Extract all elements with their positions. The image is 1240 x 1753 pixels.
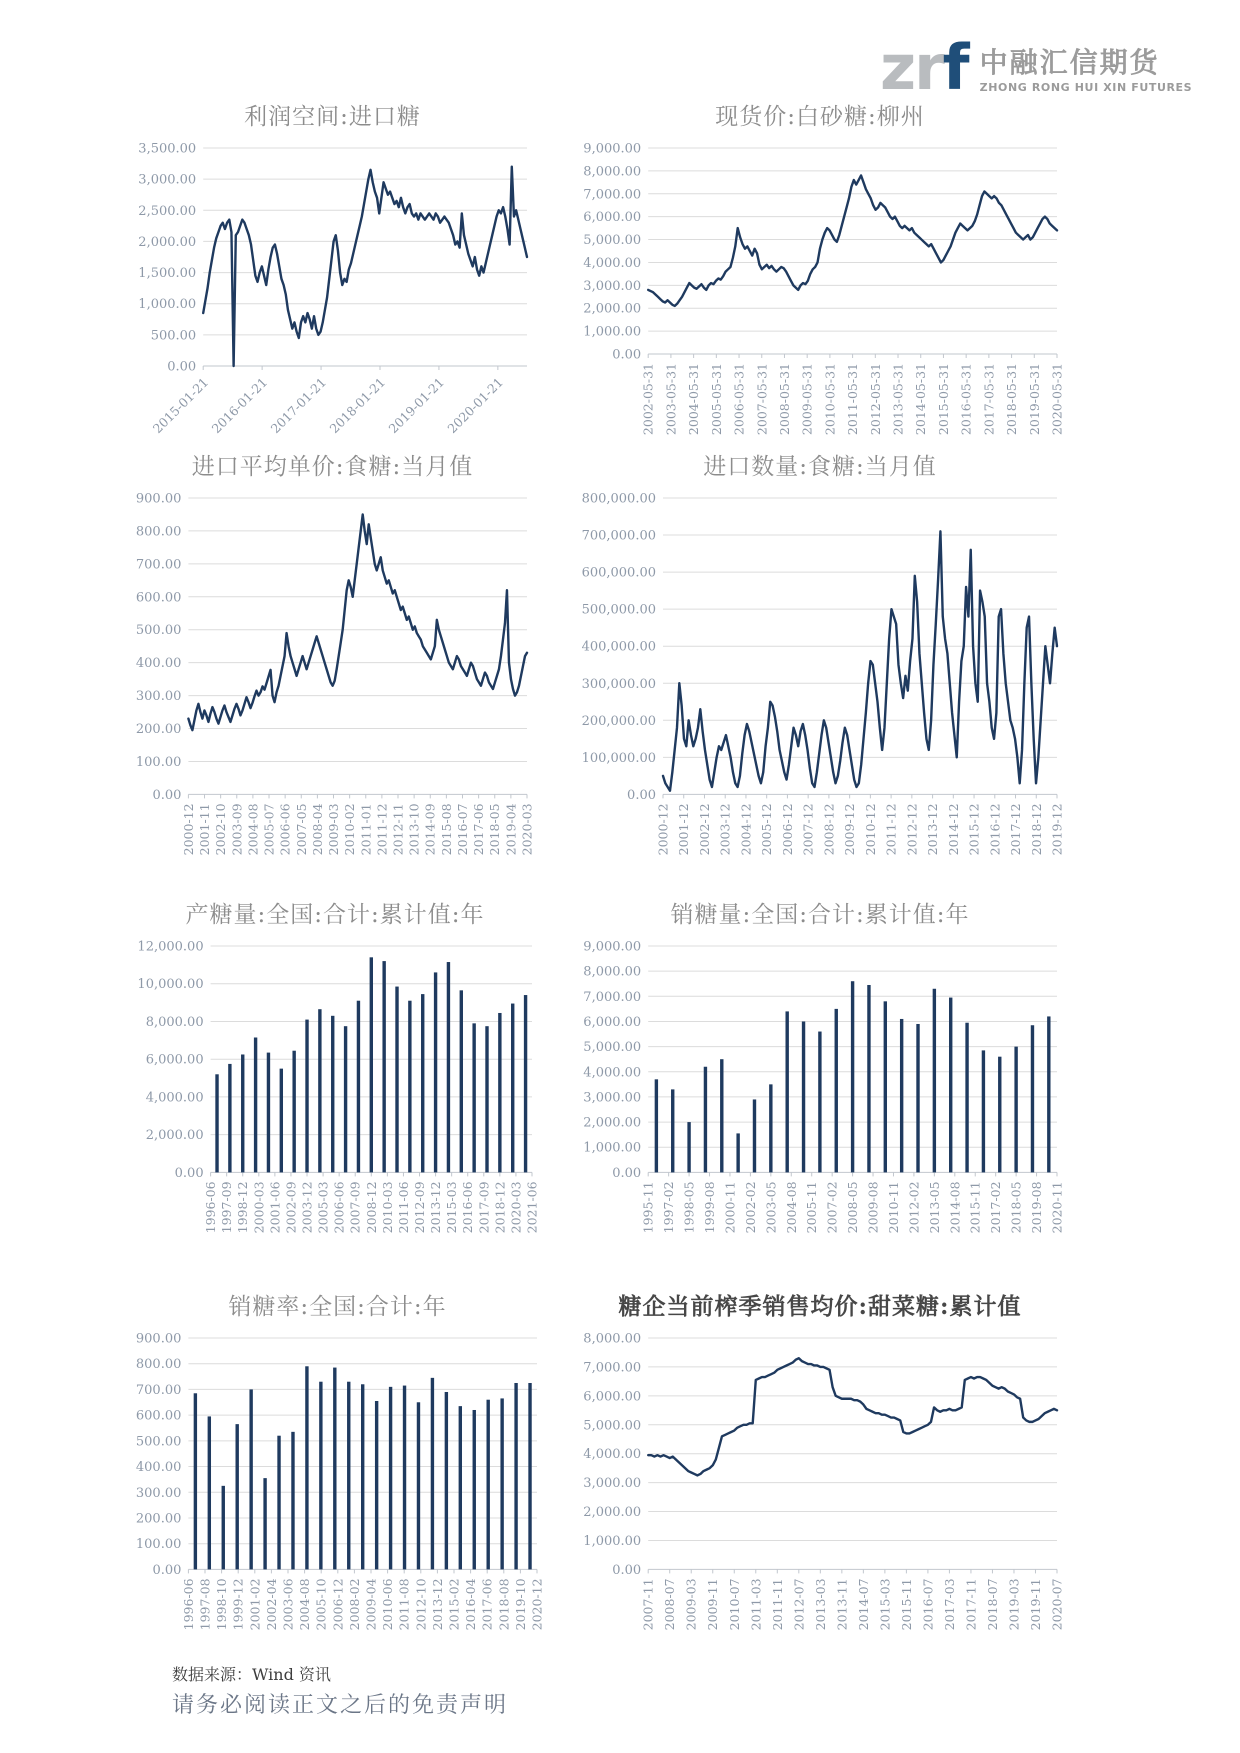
- svg-text:5,000.00: 5,000.00: [583, 1418, 642, 1434]
- svg-text:2015-11: 2015-11: [967, 1181, 983, 1234]
- svg-text:2015-01-21: 2015-01-21: [149, 374, 212, 437]
- svg-text:8,000.00: 8,000.00: [145, 1014, 204, 1030]
- svg-text:2013-05: 2013-05: [926, 1181, 942, 1234]
- svg-text:800.00: 800.00: [135, 1357, 182, 1373]
- disclaimer-note: 请务必阅读正文之后的免责声明: [172, 1693, 509, 1718]
- svg-text:2002-12: 2002-12: [696, 803, 712, 856]
- svg-text:8,000.00: 8,000.00: [583, 1331, 642, 1347]
- svg-text:2019-04: 2019-04: [503, 803, 519, 856]
- svg-text:2013-05-31: 2013-05-31: [890, 363, 906, 436]
- svg-text:800.00: 800.00: [135, 524, 182, 540]
- svg-text:0.00: 0.00: [174, 1165, 204, 1181]
- svg-text:2017-06: 2017-06: [471, 803, 487, 856]
- svg-text:2014-08: 2014-08: [947, 1181, 963, 1234]
- svg-text:2015-11: 2015-11: [898, 1578, 914, 1631]
- svg-text:2014-12: 2014-12: [945, 803, 961, 856]
- svg-text:12,000.00: 12,000.00: [137, 939, 204, 955]
- chart-beet-sugar-avg-price: [575, 1290, 1065, 1645]
- svg-text:2015-12: 2015-12: [966, 803, 982, 856]
- svg-text:7,000.00: 7,000.00: [583, 1360, 642, 1376]
- svg-text:2017-03: 2017-03: [941, 1578, 957, 1631]
- svg-text:2006-12: 2006-12: [330, 1578, 346, 1631]
- chart-title: 现货价:白砂糖:柳州: [715, 104, 925, 130]
- svg-text:300.00: 300.00: [135, 689, 182, 705]
- svg-text:2013-10: 2013-10: [406, 803, 422, 856]
- chart-title: 糖企当前榨季销售均价:甜菜糖:累计值: [618, 1293, 1022, 1320]
- svg-text:2020-01-21: 2020-01-21: [444, 374, 506, 437]
- svg-text:2019-03: 2019-03: [1006, 1578, 1022, 1631]
- chart-title: 销糖率:全国:合计:年: [228, 1294, 447, 1320]
- svg-text:200,000.00: 200,000.00: [581, 713, 656, 729]
- svg-text:2007-05-31: 2007-05-31: [754, 363, 770, 436]
- chart-title: 进口平均单价:食糖:当月值: [191, 454, 474, 480]
- svg-text:0.00: 0.00: [152, 1562, 182, 1578]
- svg-text:2012-10: 2012-10: [413, 1578, 429, 1631]
- svg-text:4,000.00: 4,000.00: [583, 1065, 642, 1081]
- svg-text:1,000.00: 1,000.00: [138, 297, 197, 313]
- svg-text:1998-10: 1998-10: [214, 1578, 230, 1631]
- svg-text:2005-10: 2005-10: [313, 1578, 329, 1631]
- svg-text:2001-11: 2001-11: [197, 803, 213, 856]
- svg-text:1998-05: 1998-05: [681, 1181, 697, 1234]
- svg-text:2019-12: 2019-12: [1049, 803, 1065, 856]
- svg-text:2007-12: 2007-12: [800, 803, 816, 856]
- svg-text:2005-05-31: 2005-05-31: [708, 363, 724, 436]
- svg-text:2017-12: 2017-12: [1008, 803, 1024, 856]
- svg-text:2003-09: 2003-09: [229, 803, 245, 856]
- svg-text:1995-11: 1995-11: [640, 1181, 656, 1234]
- svg-text:9,000.00: 9,000.00: [583, 939, 642, 955]
- svg-text:300.00: 300.00: [135, 1485, 182, 1501]
- chart-plot-import-avg-price: [130, 488, 535, 858]
- svg-text:2004-08: 2004-08: [245, 803, 261, 856]
- svg-text:2008-05-31: 2008-05-31: [776, 363, 792, 436]
- svg-text:2000-12: 2000-12: [180, 803, 196, 856]
- svg-text:2005-11: 2005-11: [804, 1181, 820, 1234]
- svg-text:2018-07: 2018-07: [984, 1578, 1000, 1631]
- svg-text:7,000.00: 7,000.00: [583, 187, 642, 203]
- chart-plot-sugar-production: [130, 936, 540, 1236]
- svg-text:2013-03: 2013-03: [812, 1578, 828, 1631]
- svg-text:2002-02: 2002-02: [742, 1181, 758, 1234]
- svg-text:2020-07: 2020-07: [1049, 1578, 1065, 1631]
- svg-text:400,000.00: 400,000.00: [581, 639, 656, 655]
- svg-text:2,000.00: 2,000.00: [138, 234, 197, 250]
- chart-plot-sugar-sales-rate: [130, 1328, 545, 1633]
- svg-text:7,000.00: 7,000.00: [583, 989, 642, 1005]
- svg-text:0.00: 0.00: [612, 1562, 642, 1578]
- svg-text:2010-11: 2010-11: [885, 1181, 901, 1234]
- svg-text:1996-06: 1996-06: [180, 1578, 196, 1631]
- chart-title: 产糖量:全国:合计:累计值:年: [185, 902, 485, 928]
- svg-text:2021-06: 2021-06: [524, 1181, 540, 1234]
- svg-text:0.00: 0.00: [152, 787, 182, 803]
- svg-text:2009-05-31: 2009-05-31: [799, 363, 815, 436]
- svg-text:2018-05: 2018-05: [487, 803, 503, 856]
- svg-text:6,000.00: 6,000.00: [583, 210, 642, 226]
- svg-text:2004-12: 2004-12: [738, 803, 754, 856]
- svg-text:2018-12: 2018-12: [1028, 803, 1044, 856]
- chart-spot-price-white-sugar-liuzhou: [575, 100, 1065, 445]
- svg-text:4,000.00: 4,000.00: [583, 1447, 642, 1463]
- svg-text:5,000.00: 5,000.00: [583, 1040, 642, 1056]
- svg-text:2010-12: 2010-12: [862, 803, 878, 856]
- chart-import-avg-unit-price: [130, 450, 535, 865]
- svg-text:2011-01: 2011-01: [358, 803, 374, 856]
- svg-text:500,000.00: 500,000.00: [581, 602, 656, 618]
- svg-text:2017-06: 2017-06: [479, 1578, 495, 1631]
- svg-text:8,000.00: 8,000.00: [583, 164, 642, 180]
- svg-text:1999-12: 1999-12: [230, 1578, 246, 1631]
- svg-text:300,000.00: 300,000.00: [581, 676, 656, 692]
- svg-text:2002-10: 2002-10: [213, 803, 229, 856]
- svg-text:0.00: 0.00: [167, 359, 197, 375]
- svg-text:700.00: 700.00: [135, 557, 182, 573]
- svg-text:1,000.00: 1,000.00: [583, 1140, 642, 1156]
- svg-text:2008-07: 2008-07: [662, 1578, 678, 1631]
- svg-text:2003-12: 2003-12: [299, 1181, 315, 1234]
- svg-text:2016-07: 2016-07: [455, 803, 471, 856]
- svg-text:2020-05-31: 2020-05-31: [1049, 363, 1065, 436]
- svg-text:4,000.00: 4,000.00: [583, 255, 642, 271]
- svg-text:2017-09: 2017-09: [476, 1181, 492, 1234]
- svg-text:2,000.00: 2,000.00: [583, 1505, 642, 1521]
- svg-text:3,500.00: 3,500.00: [138, 141, 197, 157]
- svg-text:800,000.00: 800,000.00: [581, 491, 656, 507]
- chart-plot-spot-price: [575, 138, 1065, 438]
- svg-text:2011-12: 2011-12: [883, 803, 899, 856]
- svg-text:1996-06: 1996-06: [203, 1181, 219, 1234]
- chart-title: 利润空间:进口糖: [244, 104, 421, 130]
- svg-text:2012-07: 2012-07: [791, 1578, 807, 1631]
- svg-text:2016-12: 2016-12: [987, 803, 1003, 856]
- svg-text:2018-08: 2018-08: [496, 1578, 512, 1631]
- svg-text:2012-09: 2012-09: [412, 1181, 428, 1234]
- svg-text:2012-11: 2012-11: [390, 803, 406, 856]
- svg-text:2017-01-21: 2017-01-21: [267, 374, 330, 437]
- svg-text:2010-06: 2010-06: [380, 1578, 396, 1631]
- chart-title: 进口数量:食糖:当月值: [703, 454, 937, 480]
- svg-text:2019-11: 2019-11: [1027, 1578, 1043, 1631]
- company-logo: [880, 18, 1193, 105]
- svg-text:600,000.00: 600,000.00: [581, 565, 656, 581]
- svg-text:2004-05-31: 2004-05-31: [686, 363, 702, 436]
- svg-text:8,000.00: 8,000.00: [583, 964, 642, 980]
- svg-text:2009-03: 2009-03: [326, 803, 342, 856]
- svg-text:2009-04: 2009-04: [363, 1578, 379, 1631]
- svg-text:2003-05-31: 2003-05-31: [663, 363, 679, 436]
- svg-text:10,000.00: 10,000.00: [137, 977, 204, 993]
- svg-text:2000-03: 2000-03: [251, 1181, 267, 1234]
- svg-text:3,000.00: 3,000.00: [583, 278, 642, 294]
- data-source-note: 数据来源：Wind 资讯: [172, 1665, 331, 1684]
- svg-text:2002-04: 2002-04: [263, 1578, 279, 1631]
- svg-text:2004-08: 2004-08: [297, 1578, 313, 1631]
- svg-text:2014-05-31: 2014-05-31: [913, 363, 929, 436]
- svg-text:1997-02: 1997-02: [661, 1181, 677, 1234]
- svg-text:900.00: 900.00: [135, 491, 182, 507]
- svg-text:2010-07: 2010-07: [726, 1578, 742, 1631]
- svg-text:2018-05: 2018-05: [1008, 1181, 1024, 1234]
- svg-text:2008-12: 2008-12: [821, 803, 837, 856]
- svg-text:2011-03: 2011-03: [748, 1578, 764, 1631]
- svg-text:2004-08: 2004-08: [783, 1181, 799, 1234]
- chart-plot-import-quantity: [575, 488, 1065, 858]
- svg-text:2008-12: 2008-12: [363, 1181, 379, 1234]
- svg-text:2000-12: 2000-12: [655, 803, 671, 856]
- svg-text:2013-12: 2013-12: [428, 1181, 444, 1234]
- svg-text:2015-03: 2015-03: [877, 1578, 893, 1631]
- svg-text:2010-02: 2010-02: [342, 803, 358, 856]
- svg-text:1997-08: 1997-08: [197, 1578, 213, 1631]
- svg-text:100.00: 100.00: [135, 1537, 182, 1553]
- svg-text:9,000.00: 9,000.00: [583, 141, 642, 157]
- svg-text:2020-03: 2020-03: [519, 803, 535, 856]
- svg-text:2001-06: 2001-06: [267, 1181, 283, 1234]
- svg-text:400.00: 400.00: [135, 656, 182, 672]
- svg-text:2012-12: 2012-12: [904, 803, 920, 856]
- svg-text:1997-09: 1997-09: [219, 1181, 235, 1234]
- svg-text:2003-05: 2003-05: [763, 1181, 779, 1234]
- svg-text:2020-03: 2020-03: [508, 1181, 524, 1234]
- chart-plot-beet-sugar-avg-price: [575, 1328, 1065, 1633]
- svg-text:100.00: 100.00: [135, 754, 182, 770]
- logo-en-name: ZHONG RONG HUI XIN FUTURES: [979, 81, 1193, 94]
- svg-text:2,000.00: 2,000.00: [145, 1128, 204, 1144]
- svg-text:2007-11: 2007-11: [640, 1578, 656, 1631]
- chart-profit-imported-sugar: [130, 100, 535, 445]
- svg-text:2007-02: 2007-02: [824, 1181, 840, 1234]
- svg-text:2019-05-31: 2019-05-31: [1026, 363, 1042, 436]
- svg-text:2007-09: 2007-09: [347, 1181, 363, 1234]
- chart-plot-profit-imported-sugar: [130, 138, 535, 438]
- svg-text:500.00: 500.00: [135, 1434, 182, 1450]
- svg-text:2003-12: 2003-12: [717, 803, 733, 856]
- svg-text:2002-05-31: 2002-05-31: [640, 363, 656, 436]
- svg-text:600.00: 600.00: [135, 1408, 182, 1424]
- svg-text:2016-01-21: 2016-01-21: [208, 374, 271, 437]
- svg-text:2009-08: 2009-08: [865, 1181, 881, 1234]
- svg-text:2013-12: 2013-12: [429, 1578, 445, 1631]
- svg-text:200.00: 200.00: [135, 722, 182, 738]
- logo-zrf-mark: [880, 31, 968, 105]
- svg-text:2012-02: 2012-02: [906, 1181, 922, 1234]
- svg-text:2006-06: 2006-06: [277, 803, 293, 856]
- svg-text:2015-02: 2015-02: [446, 1578, 462, 1631]
- svg-text:2018-12: 2018-12: [492, 1181, 508, 1234]
- svg-text:2011-11: 2011-11: [769, 1578, 785, 1631]
- svg-text:2003-06: 2003-06: [280, 1578, 296, 1631]
- svg-text:2013-11: 2013-11: [834, 1578, 850, 1631]
- svg-text:2002-09: 2002-09: [283, 1181, 299, 1234]
- svg-text:2011-12: 2011-12: [374, 803, 390, 856]
- chart-sugar-sales-rate: [130, 1290, 545, 1645]
- svg-text:2016-05-31: 2016-05-31: [958, 363, 974, 436]
- svg-text:500.00: 500.00: [150, 328, 197, 344]
- svg-text:2016-04: 2016-04: [463, 1578, 479, 1631]
- svg-text:2006-06: 2006-06: [331, 1181, 347, 1234]
- svg-text:2008-05: 2008-05: [845, 1181, 861, 1234]
- svg-text:2009-03: 2009-03: [683, 1578, 699, 1631]
- svg-text:6,000.00: 6,000.00: [583, 1014, 642, 1030]
- svg-text:0.00: 0.00: [612, 347, 642, 363]
- svg-text:2001-12: 2001-12: [676, 803, 692, 856]
- svg-text:2008-02: 2008-02: [346, 1578, 362, 1631]
- svg-text:2020-11: 2020-11: [1049, 1181, 1065, 1234]
- svg-text:2,000.00: 2,000.00: [583, 301, 642, 317]
- svg-text:2015-05-31: 2015-05-31: [935, 363, 951, 436]
- svg-text:2008-04: 2008-04: [309, 803, 325, 856]
- svg-text:2010-03: 2010-03: [379, 1181, 395, 1234]
- chart-sugar-sales: [575, 898, 1065, 1248]
- svg-text:3,000.00: 3,000.00: [138, 172, 197, 188]
- svg-text:1999-08: 1999-08: [702, 1181, 718, 1234]
- svg-text:1,000.00: 1,000.00: [583, 1533, 642, 1549]
- svg-text:500.00: 500.00: [135, 623, 182, 639]
- svg-text:2001-02: 2001-02: [247, 1578, 263, 1631]
- svg-text:700,000.00: 700,000.00: [581, 528, 656, 544]
- svg-text:2012-05-31: 2012-05-31: [867, 363, 883, 436]
- svg-text:1998-12: 1998-12: [235, 1181, 251, 1234]
- svg-text:2017-05-31: 2017-05-31: [981, 363, 997, 436]
- svg-text:200.00: 200.00: [135, 1511, 182, 1527]
- svg-text:700.00: 700.00: [135, 1382, 182, 1398]
- svg-text:2018-01-21: 2018-01-21: [326, 374, 389, 437]
- logo-cn-name: 中融汇信期货: [979, 46, 1160, 80]
- svg-text:0.00: 0.00: [612, 1165, 642, 1181]
- svg-text:2017-02: 2017-02: [988, 1181, 1004, 1234]
- svg-text:900.00: 900.00: [135, 1331, 182, 1347]
- svg-text:2019-01-21: 2019-01-21: [385, 374, 448, 437]
- svg-text:2019-08: 2019-08: [1029, 1181, 1045, 1234]
- svg-text:2006-12: 2006-12: [779, 803, 795, 856]
- svg-text:2005-03: 2005-03: [315, 1181, 331, 1234]
- svg-text:6,000.00: 6,000.00: [583, 1389, 642, 1405]
- svg-text:2014-07: 2014-07: [855, 1578, 871, 1631]
- chart-import-quantity: [575, 450, 1065, 865]
- svg-text:1,000.00: 1,000.00: [583, 324, 642, 340]
- svg-text:2020-12: 2020-12: [529, 1578, 545, 1631]
- svg-text:4,000.00: 4,000.00: [145, 1090, 204, 1106]
- svg-text:2013-12: 2013-12: [925, 803, 941, 856]
- svg-text:2015-03: 2015-03: [444, 1181, 460, 1234]
- svg-text:2009-12: 2009-12: [842, 803, 858, 856]
- svg-text:2005-07: 2005-07: [261, 803, 277, 856]
- svg-text:0.00: 0.00: [627, 787, 656, 803]
- svg-text:2018-05-31: 2018-05-31: [1004, 362, 1020, 436]
- svg-text:100,000.00: 100,000.00: [581, 750, 656, 766]
- logo-zr-text: zr: [880, 31, 943, 105]
- svg-text:2015-08: 2015-08: [438, 803, 454, 856]
- svg-text:2,500.00: 2,500.00: [138, 203, 197, 219]
- svg-text:400.00: 400.00: [135, 1460, 182, 1476]
- chart-title: 销糖量:全国:合计:累计值:年: [670, 902, 970, 928]
- logo-names: [980, 48, 1193, 96]
- svg-text:2016-07: 2016-07: [920, 1578, 936, 1631]
- svg-text:5,000.00: 5,000.00: [583, 233, 642, 249]
- svg-text:2014-09: 2014-09: [422, 803, 438, 856]
- chart-sugar-production: [130, 898, 540, 1248]
- svg-text:2007-05: 2007-05: [293, 803, 309, 856]
- svg-text:2011-05-31: 2011-05-31: [845, 363, 861, 436]
- svg-text:600.00: 600.00: [135, 590, 182, 606]
- svg-text:2006-05-31: 2006-05-31: [731, 363, 747, 436]
- svg-text:2010-05-31: 2010-05-31: [822, 363, 838, 436]
- svg-text:2011-08: 2011-08: [396, 1578, 412, 1631]
- svg-text:3,000.00: 3,000.00: [583, 1090, 642, 1106]
- svg-text:2000-11: 2000-11: [722, 1181, 738, 1234]
- svg-text:2,000.00: 2,000.00: [583, 1115, 642, 1131]
- svg-text:6,000.00: 6,000.00: [145, 1052, 204, 1068]
- logo-f-text: f: [942, 31, 968, 105]
- svg-text:2011-06: 2011-06: [395, 1181, 411, 1234]
- svg-text:3,000.00: 3,000.00: [583, 1476, 642, 1492]
- chart-plot-sugar-sales: [575, 936, 1065, 1236]
- svg-text:2005-12: 2005-12: [759, 803, 775, 856]
- svg-text:2019-10: 2019-10: [512, 1578, 528, 1631]
- svg-text:2009-11: 2009-11: [705, 1578, 721, 1631]
- svg-text:1,500.00: 1,500.00: [138, 266, 197, 282]
- svg-text:2016-06: 2016-06: [460, 1181, 476, 1234]
- svg-text:2017-11: 2017-11: [963, 1578, 979, 1631]
